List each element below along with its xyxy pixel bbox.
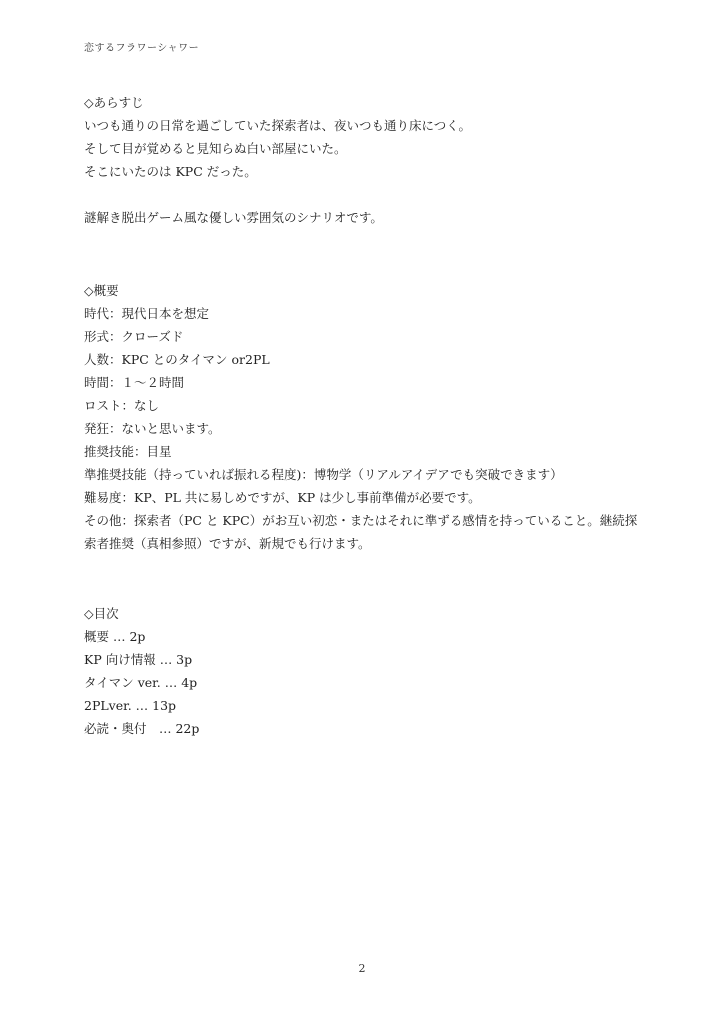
overview-line: ロスト：なし (84, 398, 160, 413)
overview-line: 準推奨技能（持っていれば振れる程度)：博物学（リアルアイデアでも突破できます） (84, 467, 563, 482)
overview-title: ◇概要 (84, 283, 119, 298)
page-number: 2 (358, 962, 366, 975)
synopsis-blank-line (84, 183, 471, 206)
toc-item: 2PLver. … 13p (84, 698, 177, 713)
synopsis-line: 謎解き脱出ゲーム風な優しい雰囲気のシナリオです。 (84, 210, 383, 225)
overview-line: 形式：クローズド (84, 329, 184, 344)
overview-line: 索者推奨（真相参照）ですが、新規でも行けます。 (84, 536, 371, 551)
overview-line: 時間：１～２時間 (84, 375, 185, 390)
running-header: 恋するフラワーシャワー (84, 43, 200, 54)
synopsis-section (84, 91, 471, 229)
synopsis-line: そして目が覚めると見知らぬ白い部屋にいた。 (84, 141, 347, 156)
synopsis-line: いつも通りの日常を過ごしていた探索者は、夜いつも通り床につく。 (84, 118, 472, 133)
overview-line: その他：探索者（PC と KPC）がお互い初恋・またはそれに準ずる感情を持っていること。継続探 (84, 513, 638, 528)
toc-item: タイマン ver. … 4p (84, 675, 198, 690)
toc-title: ◇目次 (84, 606, 119, 621)
toc-item: 必読・奥付 … 22p (84, 721, 200, 736)
overview-line: 時代：現代日本を想定 (84, 306, 210, 321)
synopsis-line: そこにいたのは KPC だった。 (84, 164, 257, 179)
overview-line: 難易度：KP、PL 共に易しめですが、KP は少し事前準備が必要です。 (84, 490, 481, 505)
toc-section (84, 602, 199, 740)
overview-section (84, 279, 637, 555)
toc-item: 概要 … 2p (84, 629, 146, 644)
toc-item: KP 向け情報 … 3p (84, 652, 193, 667)
overview-line: 人数：KPC とのタイマン or2PL (84, 352, 270, 367)
overview-line: 発狂：ないと思います。 (84, 421, 221, 436)
synopsis-title: ◇あらすじ (84, 95, 144, 110)
overview-line: 推奨技能：目星 (84, 444, 172, 459)
